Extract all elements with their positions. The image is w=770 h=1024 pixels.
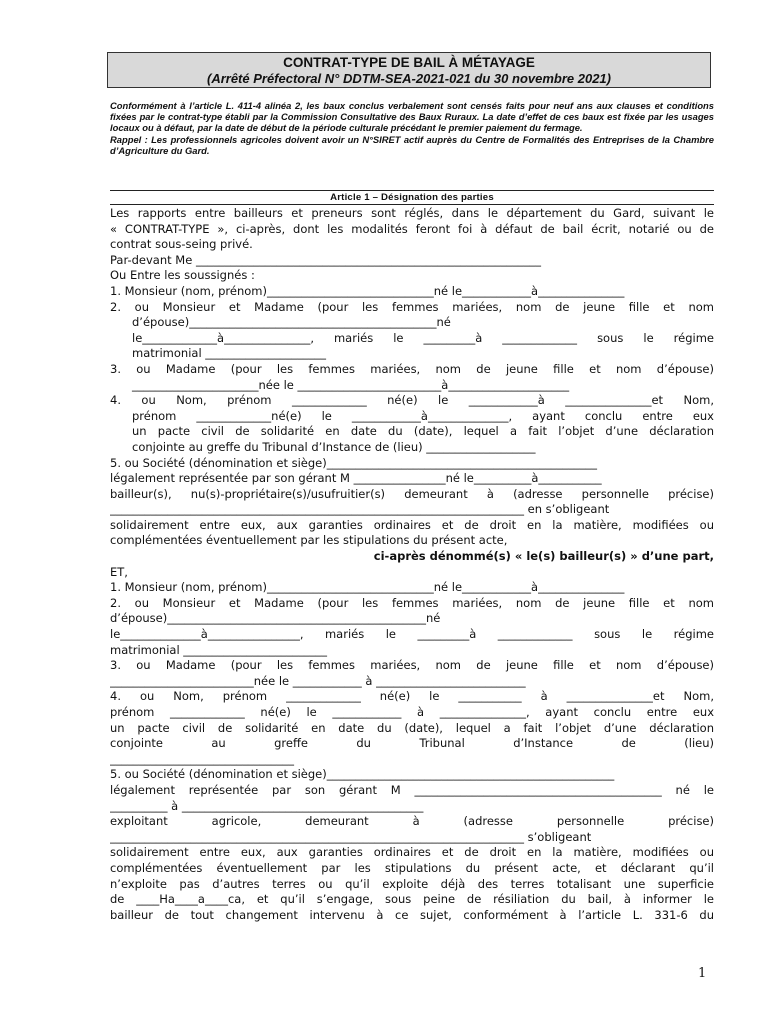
document-title: CONTRAT-TYPE DE BAIL À MÉTAYAGE xyxy=(283,55,535,70)
article-line: complémentées éventuellement par les stipulations du présent acte, xyxy=(110,533,508,548)
article-line: prénom _____________ né(e) le ____________ à _______________, ayant conclu entre eux xyxy=(110,705,714,719)
article-line: 3. ou Madame (pour les femmes mariées, nom de jeune fille et nom d’épouse) xyxy=(110,658,714,673)
article-line: Par-devant Me ____________________________________________________________ xyxy=(110,252,541,267)
preamble xyxy=(110,100,714,156)
article-line: bailleur de tout changement intervenu à ce sujet, conformément à l’article L. 331-6 du xyxy=(110,907,714,922)
article-line: contrat sous-seing privé. xyxy=(110,237,253,252)
article-line: Ou Entre les soussignés : xyxy=(110,268,255,283)
article-line: matrimonial _____________________ xyxy=(132,346,327,361)
article-line: un pacte civil de solidarité en date du (date), lequel a fait l’objet d’une déclaration xyxy=(132,424,714,439)
article-line: n’exploite pas d’autres terres ou qu’il exploite déjà des terres totalisant une superficie xyxy=(110,876,714,891)
document-subtitle: (Arrêté Préfectoral N° DDTM-SEA-2021-021 du 30 novembre 2021) xyxy=(206,71,611,86)
article-line: Les rapports entre bailleurs et preneurs sont réglés, dans le département du Gard, suivant le xyxy=(110,206,714,220)
article-line: 2. ou Monsieur et Madame (pour les femmes mariées, nom de jeune fille et nom xyxy=(110,595,714,610)
article-line: légalement représentée par son gérant M ___________________________________________ né le xyxy=(110,782,714,797)
article-heading xyxy=(110,190,714,205)
article-line: ET, xyxy=(110,564,128,579)
article-line: d’épouse)_____________________________________________né xyxy=(110,611,441,626)
article-line: prénom _____________né(e) le ____________à______________, ayant conclu entre eux xyxy=(132,408,714,423)
article-line: conjointe au greffe du Tribunal d’Instance de (lieu) xyxy=(110,736,714,751)
article-line: le_____________à_______________, mariés le _________à _____________ sous le régime xyxy=(132,330,714,345)
article-line: un pacte civil de solidarité en date du (date), lequel a fait l’objet d’une déclaration xyxy=(110,720,714,735)
article-line: solidairement entre eux, aux garanties ordinaires et de droit en la matière, modifiées ou xyxy=(110,845,714,860)
article-line: 1. Monsieur (nom, prénom)_____________________________né le____________à_______________ xyxy=(110,283,625,298)
article-line: complémentées éventuellement par les stipulations du présent acte, et déclarant qu’il xyxy=(110,860,714,875)
article-line: ________________________________ xyxy=(110,751,294,766)
article-line: conjointe au greffe du Tribunal d’Instance de (lieu) ___________________ xyxy=(132,439,536,454)
page-number: 1 xyxy=(698,966,707,981)
article-line: légalement représentée par son gérant M ________________né le__________à___________ xyxy=(110,471,602,486)
article-line: « CONTRAT-TYPE », ci-après, dont les modalités feront foi à défaut de bail écrit, notarié ou de xyxy=(110,221,714,236)
article-line: solidairement entre eux, aux garanties ordinaires et de droit en la matière, modifiées ou xyxy=(110,517,714,532)
article-line: le______________à________________, mariés le _________à _____________ sous le régime xyxy=(110,627,714,642)
article-line: ci-après dénommé(s) « le(s) bailleur(s) » d’une part, xyxy=(373,549,714,564)
preamble-paragraph: Conformément à l’article L. 411-4 alinéa 2, les baux conclus verbalement sont censés faits pour neuf ans aux clauses et conditions fixées par le contrat-type établi par la Commission Consultative des Baux Ruraux. La date d’effet de ces baux est fixée par les usages locaux ou à défaut, par la date de début de la période culturale précédant le premier paiement du fermage. xyxy=(110,100,714,134)
article-line: matrimonial _________________________ xyxy=(110,642,328,657)
article-line: ______________________née le _________________________à_____________________ xyxy=(132,377,570,392)
article-line: __________ à __________________________________________ xyxy=(110,798,424,813)
article-line: ________________________________________________________________________ s’obligeant xyxy=(110,829,592,844)
article-line: d’épouse)___________________________________________né xyxy=(132,315,451,330)
article-heading-text: Article 1 – Désignation des parties xyxy=(330,192,494,203)
article-line: 1. Monsieur (nom, prénom)_____________________________né le____________à_______________ xyxy=(110,580,625,595)
article-line: 2. ou Monsieur et Madame (pour les femmes mariées, nom de jeune fille et nom xyxy=(110,299,714,314)
article-line: 5. ou Société (dénomination et siège)_______________________________________________ xyxy=(110,455,597,470)
article-line: 5. ou Société (dénomination et siège)__________________________________________________ xyxy=(110,767,615,782)
article-line: exploitant agricole, demeurant à (adresse personnelle précise) xyxy=(110,814,714,829)
article-line: bailleur(s), nu(s)-propriétaire(s)/usufruitier(s) demeurant à (adresse personnelle précise) xyxy=(110,486,714,501)
article-line: de ____Ha____a____ca, et qu’il s’engage, sous peine de résiliation du bail, à informer le xyxy=(110,892,714,907)
preamble-reminder: Rappel : Les professionnels agricoles doivent avoir un N°SIRET actif auprès du Centre de Formalités des Entreprises de la Chambre d’Agriculture du Gard. xyxy=(110,133,714,156)
article-line: _________________________née le ____________ à __________________________ xyxy=(110,673,526,688)
article-line: 4. ou Nom, prénom _____________ né(e) le ___________ à _______________et Nom, xyxy=(110,689,714,704)
article-line: 3. ou Madame (pour les femmes mariées, nom de jeune fille et nom d’épouse) xyxy=(110,361,714,376)
article-line: ________________________________________________________________________ en s’obligeant xyxy=(110,502,610,517)
article-line: 4. ou Nom, prénom _____________ né(e) le ____________à _______________et Nom, xyxy=(110,393,714,408)
title-box xyxy=(107,52,711,88)
article-body xyxy=(110,206,714,923)
